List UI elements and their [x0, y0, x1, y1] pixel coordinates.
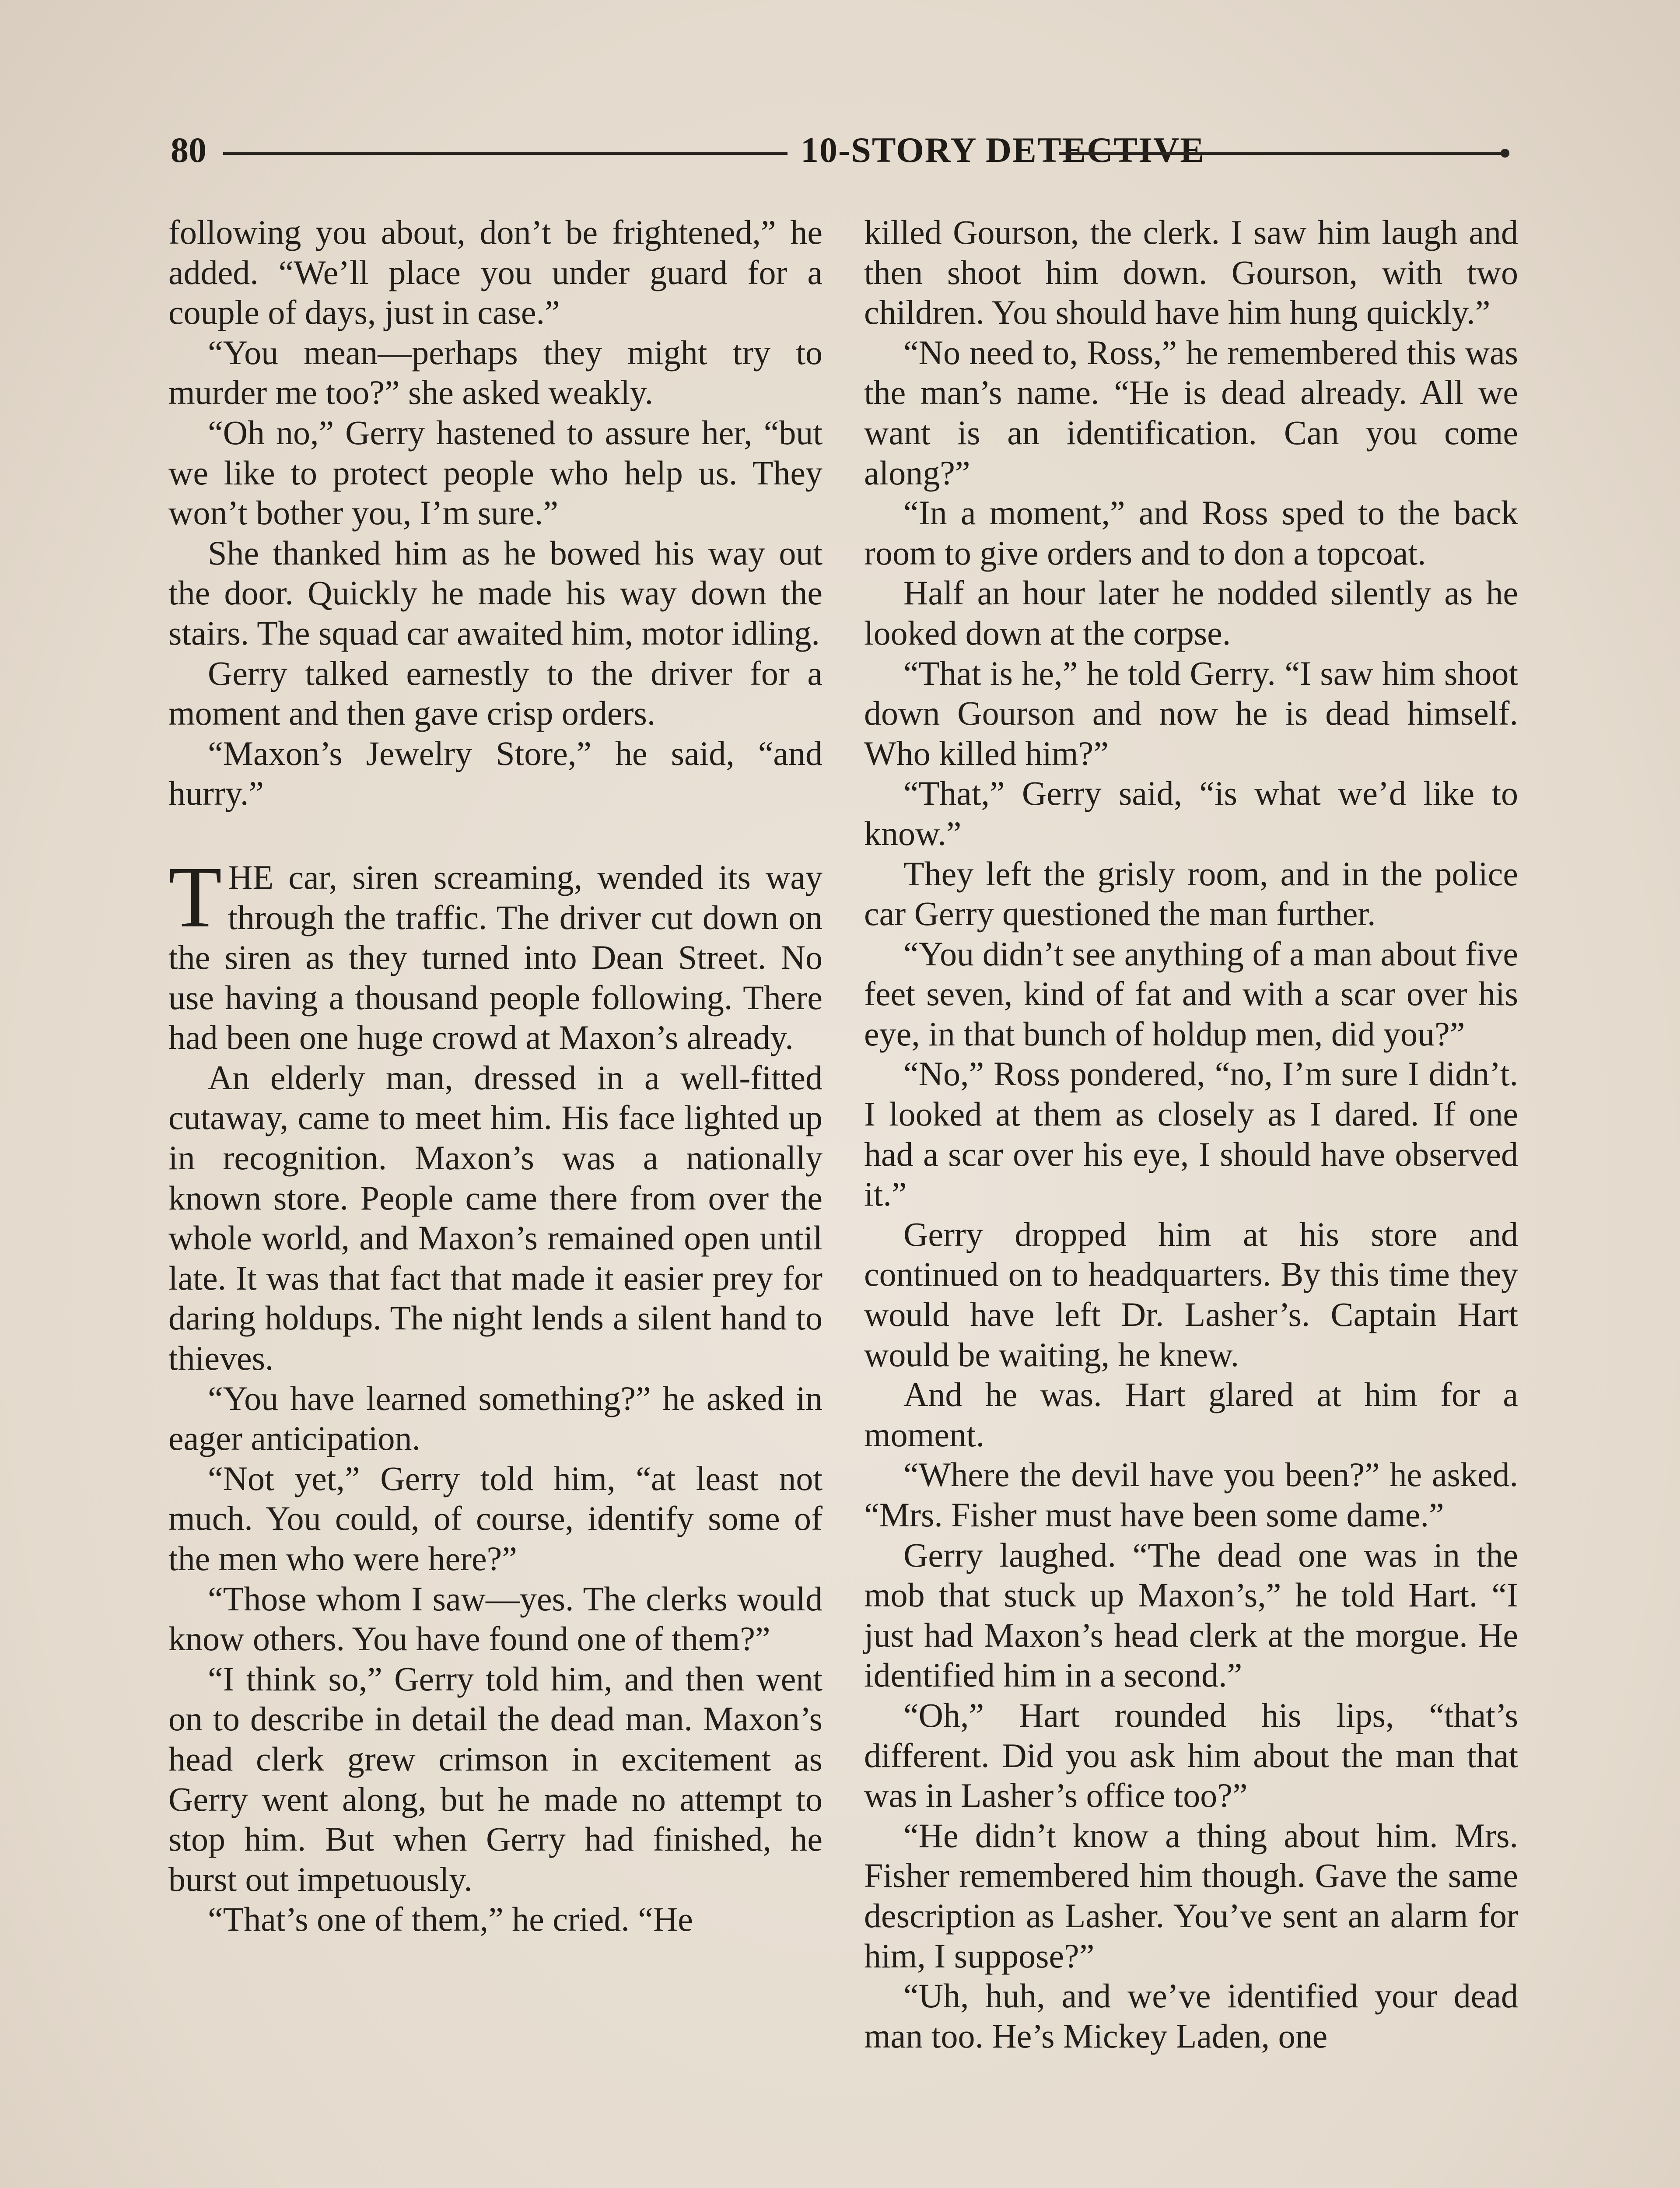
paragraph: “No need to, Ross,” he remembered this was the man’s name. “He is dead already. All we want is an identification. Can you come along?”: [864, 333, 1518, 492]
paragraph: Gerry laughed. “The dead one was in the mob that stuck up Maxon’s,” he told Hart. “I just had Maxon’s head clerk at the morgue. He identified him in a second.”: [864, 1536, 1518, 1694]
paragraph: “He didn’t know a thing about him. Mrs. Fisher remembered him though. Gave the same description as Lasher. You’ve sent an alarm for him, I suppose?”: [864, 1816, 1518, 1975]
paragraph: “No,” Ross pondered, “no, I’m sure I didn’t. I looked at them as closely as I dared. If one had a scar over his eye, I should have observed it.”: [864, 1055, 1518, 1213]
paragraph: “Those whom I saw—yes. The clerks would know others. You have found one of them?”: [168, 1579, 822, 1658]
paragraph: Half an hour later he nodded silently as he looked down at the corpse.: [864, 574, 1518, 652]
paragraph: “Uh, huh, and we’ve identified your dead man too. He’s Mickey Laden, one: [864, 1977, 1518, 2055]
section-break: [168, 813, 822, 857]
header-rule-right: [1059, 152, 1509, 155]
paragraph: killed Gourson, the clerk. I saw him laugh and then shoot him down. Gourson, with two children. You should have him hung quickly.”: [864, 213, 1518, 332]
paragraph: following you about, don’t be frightened,” he added. “We’ll place you under guard for a couple of days, just in case.”: [168, 213, 822, 332]
paragraph: “That is he,” he told Gerry. “I saw him shoot down Gourson and now he is dead himself. Who killed him?”: [864, 654, 1518, 772]
right-text-column: [864, 212, 1518, 2056]
header-rule-dot: [1501, 149, 1509, 158]
paragraph: They left the grisly room, and in the police car Gerry questioned the man further.: [864, 854, 1518, 933]
paragraph: “In a moment,” and Ross sped to the back room to give orders and to don a topcoat.: [864, 494, 1518, 572]
paragraph: “You mean—perhaps they might try to murder me too?” she asked weakly.: [168, 333, 822, 412]
paragraph: “You have learned something?” he asked in eager anticipation.: [168, 1379, 822, 1458]
paragraph: “That,” Gerry said, “is what we’d like to know.”: [864, 774, 1518, 852]
paragraph: She thanked him as he bowed his way out the door. Quickly he made his way down the stairs. The squad car awaited him, motor idling.: [168, 533, 822, 652]
paragraph: Gerry dropped him at his store and continued on to headquarters. By this time they would have left Dr. Lasher’s. Captain Hart would be waiting, he knew.: [864, 1215, 1518, 1374]
drop-cap: T: [168, 849, 222, 946]
paragraph: And he was. Hart glared at him for a moment.: [864, 1375, 1518, 1454]
paragraph: “I think so,” Gerry told him, and then went on to describe in detail the dead man. Maxon’s head clerk grew crimson in excitement as Gerry went along, but he made no attempt to stop him. But when Gerry had finished, he burst out impetuously.: [168, 1659, 822, 1898]
paragraph: “Maxon’s Jewelry Store,” he said, “and hurry.”: [168, 734, 822, 813]
paragraph: An elderly man, dressed in a well-fitted cutaway, came to meet him. His face lighted up in recognition. Maxon’s was a nationally known store. People came there from over the whole world, and Maxon’s remained open until late. It was that fact that made it easier prey for daring holdups. The night lends a silent hand to thieves.: [168, 1058, 822, 1378]
drop-cap-paragraph-text: HE car, siren screaming, wended its way through the traffic. The driver cut down on the siren as they turned into Dean Street. No use having a thousand people following. There had been one huge crowd at Maxon’s already.: [168, 858, 822, 1057]
paragraph: Gerry talked earnestly to the driver for a moment and then gave crisp orders.: [168, 654, 822, 733]
magazine-title: 10-STORY DETECTIVE: [801, 130, 1205, 170]
paragraph: “You didn’t see anything of a man about five feet seven, kind of fat and with a scar over his eye, in that bunch of holdup men, did you?”: [864, 934, 1518, 1053]
paragraph: “That’s one of them,” he cried. “He: [208, 1900, 693, 1939]
paragraph: “Oh,” Hart rounded his lips, “that’s different. Did you ask him about the man that was in Lasher’s office too?”: [864, 1696, 1518, 1815]
header-rule-left: [223, 152, 788, 155]
left-text-column: [168, 212, 822, 1939]
drop-cap-paragraph: [168, 849, 822, 1058]
paragraph: “Not yet,” Gerry told him, “at least not much. You could, of course, identify some of the men who were here?”: [168, 1459, 822, 1578]
page-header: [171, 127, 1509, 179]
paragraph: “Where the devil have you been?” he asked. “Mrs. Fisher must have been some dame.”: [864, 1455, 1518, 1534]
paragraph: “Oh no,” Gerry hastened to assure her, “but we like to protect people who help us. They won’t bother you, I’m sure.”: [168, 413, 822, 532]
page-number: 80: [171, 130, 206, 170]
